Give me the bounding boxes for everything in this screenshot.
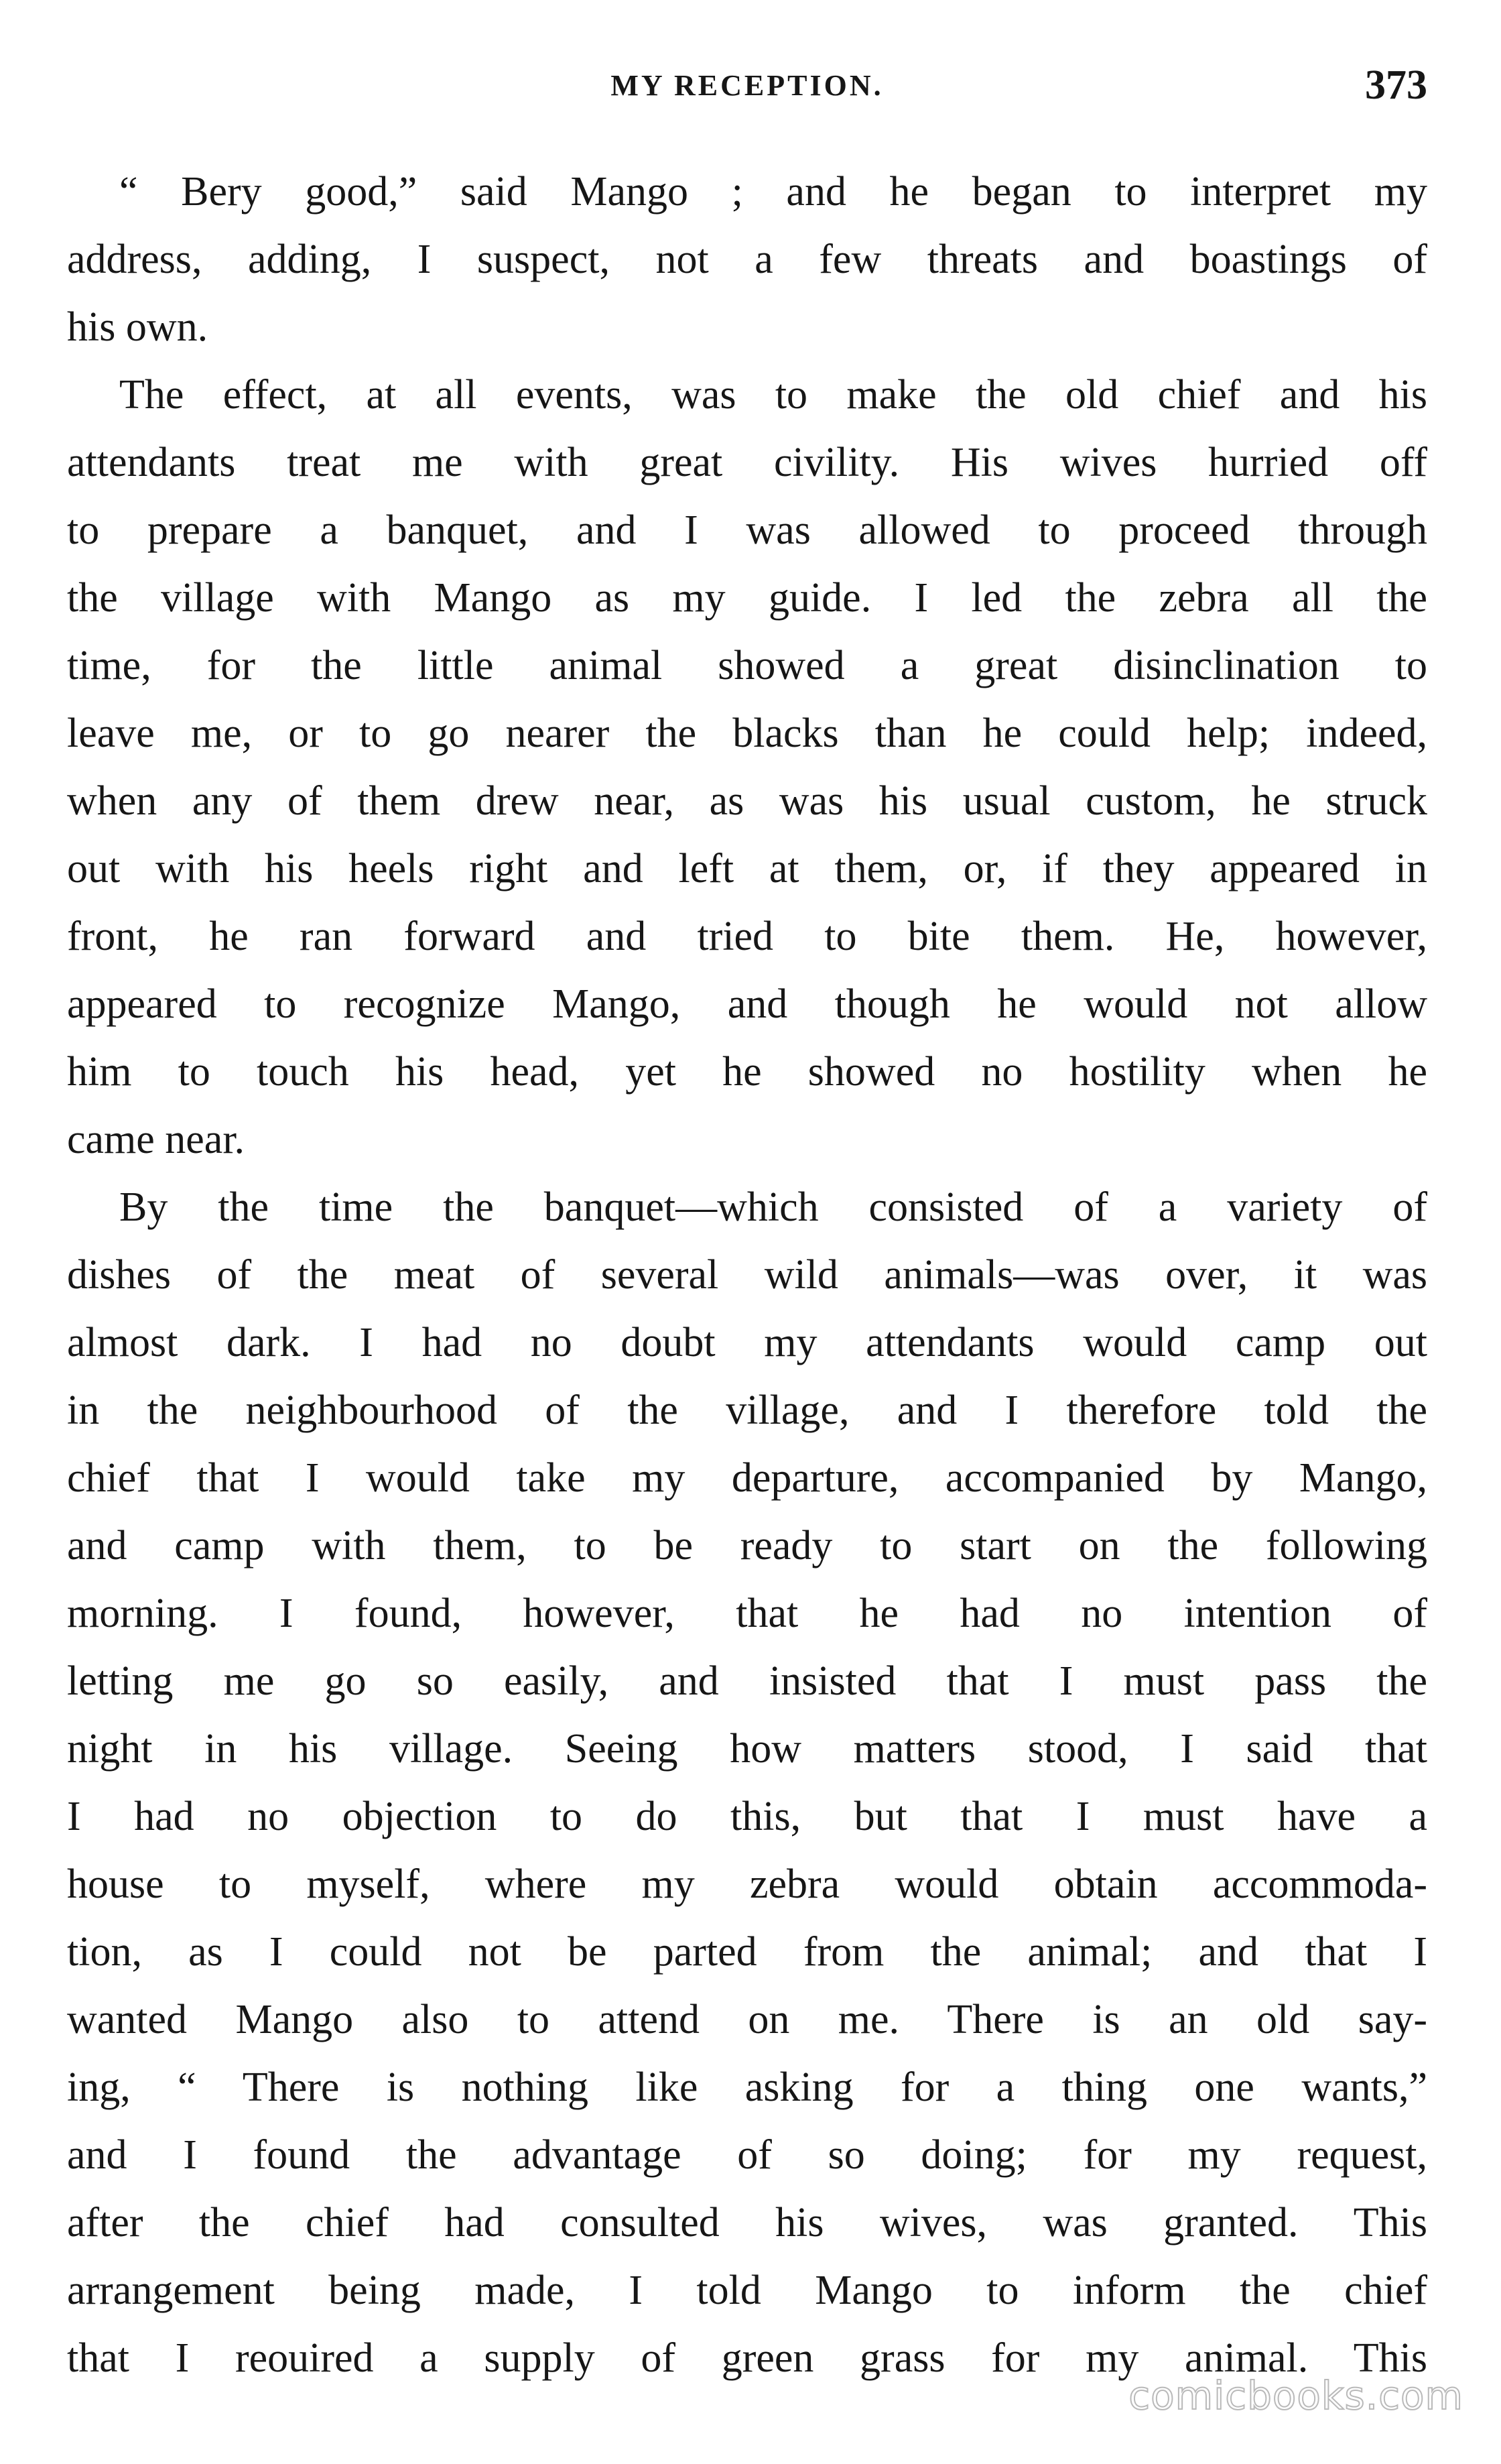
- text-line: address, adding, I suspect, not a few threats and boastings of: [67, 237, 1427, 282]
- text-line: dishes of the meat of several wild animals—was over, it was: [67, 1252, 1427, 1298]
- text-line: ing, “ There is nothing like asking for a thing one wants,”: [67, 2065, 1427, 2110]
- text-line: I had no objection to do this, but that I must have a: [67, 1794, 1427, 1839]
- text-line: front, he ran forward and tried to bite them. He, however,: [67, 914, 1427, 959]
- text-line: letting me go so easily, and insisted that I must pass the: [67, 1658, 1427, 1704]
- running-title: MY RECEPTION.: [610, 69, 884, 102]
- text-line: night in his village. Seeing how matters stood, I said that: [67, 1726, 1427, 1772]
- site-watermark: comicbooks.com: [1128, 2373, 1463, 2418]
- running-head: [67, 62, 1427, 115]
- text-line: when any of them drew near, as was his usual custom, he struck: [67, 778, 1427, 824]
- text-line: and I found the advantage of so doing; for my request,: [67, 2132, 1427, 2178]
- text-line: tion, as I could not be parted from the animal; and that I: [67, 1929, 1427, 1975]
- text-line: and camp with them, to be ready to start on the following: [67, 1523, 1427, 1568]
- text-line: arrangement being made, I told Mango to inform the chief: [67, 2268, 1427, 2313]
- body-text: [67, 158, 1427, 2392]
- text-line: the village with Mango as my guide. I led the zebra all the: [67, 575, 1427, 621]
- text-line: time, for the little animal showed a great disinclination to: [67, 643, 1427, 688]
- text-line: came near.: [67, 1117, 245, 1162]
- text-line: in the neighbourhood of the village, and I therefore told the: [67, 1388, 1427, 1433]
- text-line: him to touch his head, yet he showed no hostility when he: [67, 1049, 1427, 1095]
- text-line: almost dark. I had no doubt my attendants would camp out: [67, 1320, 1427, 1365]
- text-line: leave me, or to go nearer the blacks than he could help; indeed,: [67, 711, 1427, 756]
- text-line: to prepare a banquet, and I was allowed to proceed through: [67, 507, 1427, 553]
- text-line: chief that I would take my departure, accompanied by Mango,: [67, 1455, 1427, 1501]
- text-line: his own.: [67, 304, 208, 350]
- page-number: 373: [1365, 62, 1427, 108]
- text-line: The effect, at all events, was to make the old chief and his: [119, 372, 1427, 418]
- text-line: appeared to recognize Mango, and though he would not allow: [67, 981, 1427, 1027]
- text-line: house to myself, where my zebra would obtain accommoda-: [67, 1861, 1427, 1907]
- text-line: By the time the banquet—which consisted of a variety of: [119, 1184, 1427, 1230]
- text-line: morning. I found, however, that he had no intention of: [67, 1591, 1427, 1636]
- text-line: after the chief had consulted his wives, was granted. This: [67, 2200, 1427, 2245]
- text-line: out with his heels right and left at them, or, if they appeared in: [67, 846, 1427, 891]
- text-line: wanted Mango also to attend on me. There is an old say-: [67, 1997, 1427, 2042]
- text-line: attendants treat me with great civility. His wives hurried off: [67, 440, 1427, 485]
- text-line: that I reouired a supply of green grass for my animal. This: [67, 2335, 1427, 2381]
- text-line: “ Bery good,” said Mango ; and he began to interpret my: [119, 169, 1427, 214]
